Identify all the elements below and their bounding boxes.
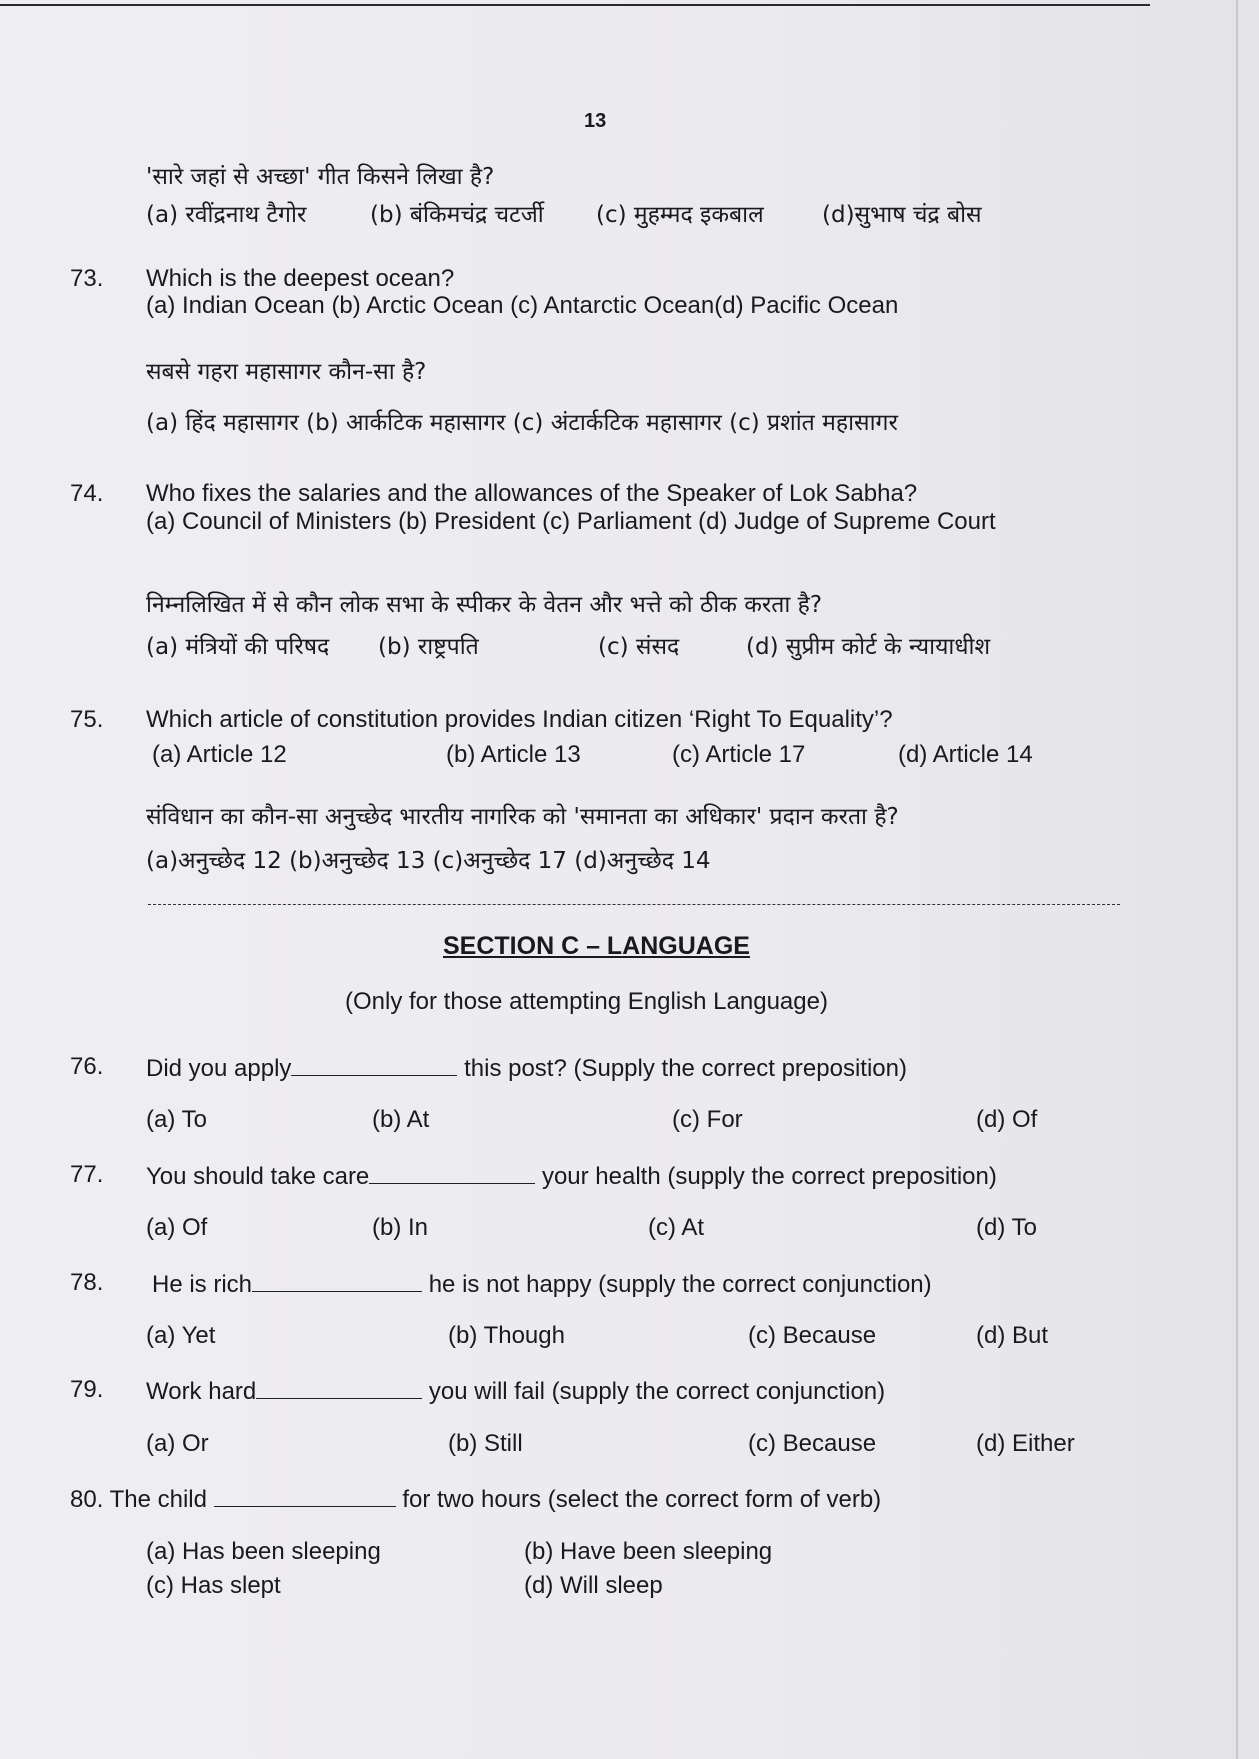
q74-options: (a) Council of Ministers (b) President (c) Parliament (d) Judge of Supreme Court [146,508,996,535]
q78-stem-before: He is rich [152,1271,253,1298]
page-edge [1236,0,1238,1759]
q80-stem-after: for two hours (select the correct form of verb) [395,1486,882,1513]
q73-hindi-options: (a) हिंद महासागर (b) आर्कटिक महासागर (c) अंटार्कटिक महासागर (c) प्रशांत महासागर [146,410,898,436]
q79-option-b: (b) Still [448,1430,523,1457]
top-rule [0,4,1150,6]
q80-option-c: (c) Has slept [146,1572,281,1599]
q78-question [152,1269,932,1299]
q79-option-a: (a) Or [146,1430,209,1457]
q76-option-b: (b) At [372,1106,430,1133]
q75-question: Which article of constitution provides Indian citizen ‘Right To Equality’? [146,706,893,733]
q72-hindi-option-a: (a) रवींद्रनाथ टैगोर [146,202,307,228]
q78-blank [252,1269,422,1292]
q74-hindi-option-b: (b) राष्ट्रपति [378,634,479,660]
q78-option-b: (b) Though [448,1322,565,1349]
q77-option-c: (c) At [648,1214,705,1241]
q77-option-a: (a) Of [146,1214,208,1241]
q78-option-a: (a) Yet [146,1322,216,1349]
q72-hindi-option-d: (d)सुभाष चंद्र बोस [822,202,982,228]
q75-number: 75. [70,706,104,733]
q75-hindi-options: (a)अनुच्छेद 12 (b)अनुच्छेद 13 (c)अनुच्छेद 17 (d)अनुच्छेद 14 [146,848,711,874]
q79-option-d: (d) Either [976,1430,1075,1457]
q73-hindi-question: सबसे गहरा महासागर कौन-सा है? [146,359,427,385]
q77-option-d: (d) To [976,1214,1037,1241]
q74-hindi-option-c: (c) संसद [598,634,680,660]
q75-option-c: (c) Article 17 [672,741,806,768]
q78-stem-after: he is not happy (supply the correct conjunction) [422,1271,932,1298]
q77-question [146,1161,997,1191]
q74-hindi-question: निम्नलिखित में से कौन लोक सभा के स्पीकर के वेतन और भत्ते को ठीक करता है? [146,592,823,618]
q76-blank [291,1053,457,1076]
q77-number: 77. [70,1161,104,1188]
q79-number: 79. [70,1376,104,1403]
q72-hindi-option-c: (c) मुहम्मद इकबाल [596,202,764,228]
q73-number: 73. [70,265,104,292]
q76-stem-after: this post? (Supply the correct preposition) [457,1055,907,1082]
q78-option-c: (c) Because [748,1322,877,1349]
q74-hindi-option-d: (d) सुप्रीम कोर्ट के न्यायाधीश [746,634,991,660]
q79-option-c: (c) Because [748,1430,877,1457]
section-title: SECTION C – LANGUAGE [443,932,750,960]
q75-hindi-question: संविधान का कौन-सा अनुच्छेद भारतीय नागरिक को 'समानता का अधिकार' प्रदान करता है? [146,804,899,830]
q80-stem-before: 80. The child [70,1486,214,1513]
q78-number: 78. [70,1269,104,1296]
q75-option-b: (b) Article 13 [446,741,581,768]
q79-stem-after: you will fail (supply the correct conjunction) [422,1378,886,1405]
q74-hindi-option-a: (a) मंत्रियों की परिषद [146,634,330,660]
q76-stem-before: Did you apply [146,1055,292,1082]
q76-option-d: (d) Of [976,1106,1038,1133]
section-subtitle: (Only for those attempting English Language) [345,988,828,1015]
q73-options: (a) Indian Ocean (b) Arctic Ocean (c) Antarctic Ocean(d) Pacific Ocean [146,292,899,319]
section-divider [148,904,1120,905]
q80-option-a: (a) Has been sleeping [146,1538,381,1565]
q80-question [70,1484,881,1514]
q80-option-b: (b) Have been sleeping [524,1538,773,1565]
q76-option-c: (c) For [672,1106,743,1133]
q76-option-a: (a) To [146,1106,207,1133]
q76-question [146,1053,907,1083]
page-number: 13 [584,110,607,132]
q74-question: Who fixes the salaries and the allowances of the Speaker of Lok Sabha? [146,480,918,507]
q77-stem-after: your health (supply the correct preposition) [535,1163,997,1190]
q78-option-d: (d) But [976,1322,1049,1349]
q76-number: 76. [70,1053,104,1080]
q79-stem-before: Work hard [146,1378,257,1405]
q77-blank [369,1161,535,1184]
q75-option-a: (a) Article 12 [152,741,287,768]
q79-blank [256,1376,422,1399]
q79-question [146,1376,885,1406]
q77-stem-before: You should take care [146,1163,370,1190]
q72-hindi-question: 'सारे जहां से अच्छा' गीत किसने लिखा है? [146,164,495,190]
q75-option-d: (d) Article 14 [898,741,1033,768]
q72-hindi-option-b: (b) बंकिमचंद्र चटर्जी [370,202,544,228]
q80-option-d: (d) Will sleep [524,1572,663,1599]
q80-blank [214,1484,396,1507]
q77-option-b: (b) In [372,1214,429,1241]
q74-number: 74. [70,480,104,507]
q73-question: Which is the deepest ocean? [146,265,455,292]
